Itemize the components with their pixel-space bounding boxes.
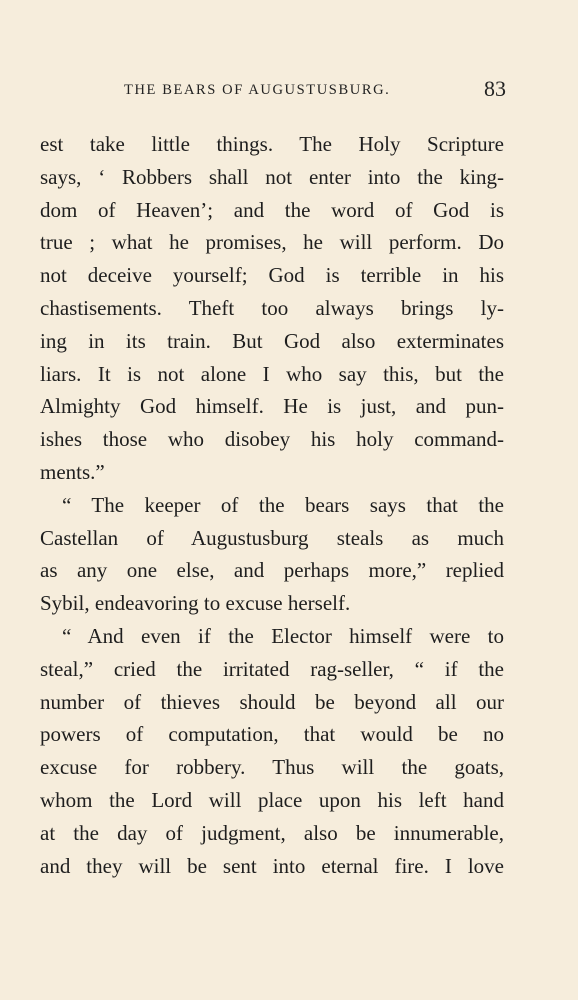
text-line: as any one else, and perhaps more,” replied [40,558,504,583]
text-line: says, ‘ Robbers shall not enter into the king- [40,164,504,189]
text-line: at the day of judgment, also be innumerable, [40,820,504,845]
text-line: ing in its train. But God also exterminates [40,328,504,353]
page-number: 83 [484,76,506,101]
text-line: “ The keeper of the bears says that the [62,492,504,517]
text-line: liars. It is not alone I who say this, but the [40,361,504,386]
text-line: Castellan of Augustusburg steals as much [40,525,504,550]
text-line: chastisements. Theft too always brings ly- [40,295,504,320]
text-line: ishes those who disobey his holy command- [40,427,504,452]
text-line: steal,” cried the irritated rag-seller, “ if the [40,656,504,681]
text-line: and they will be sent into eternal fire. I love [40,853,504,878]
text-line: not deceive yourself; God is terrible in his [40,263,504,288]
text-line: excuse for robbery. Thus will the goats, [40,755,504,780]
text-line: true ; what he promises, he will perform. Do [40,230,504,255]
text-line: est take little things. The Holy Scripture [40,132,504,156]
text-line: number of thieves should be beyond all our [40,689,504,714]
running-title: THE BEARS OF AUGUSTUSBURG. [124,82,391,98]
text-line: “ And even if the Elector himself were to [62,623,504,648]
text-line: Almighty God himself. He is just, and pun- [40,394,504,419]
text-line: ments.” [40,459,105,484]
body-text [40,128,504,882]
running-head [40,78,506,102]
text-line: Sybil, endeavoring to excuse herself. [40,591,351,616]
text-line: dom of Heaven’; and the word of God is [40,197,504,222]
text-line: whom the Lord will place upon his left hand [40,787,504,812]
text-line: powers of computation, that would be no [40,722,504,747]
